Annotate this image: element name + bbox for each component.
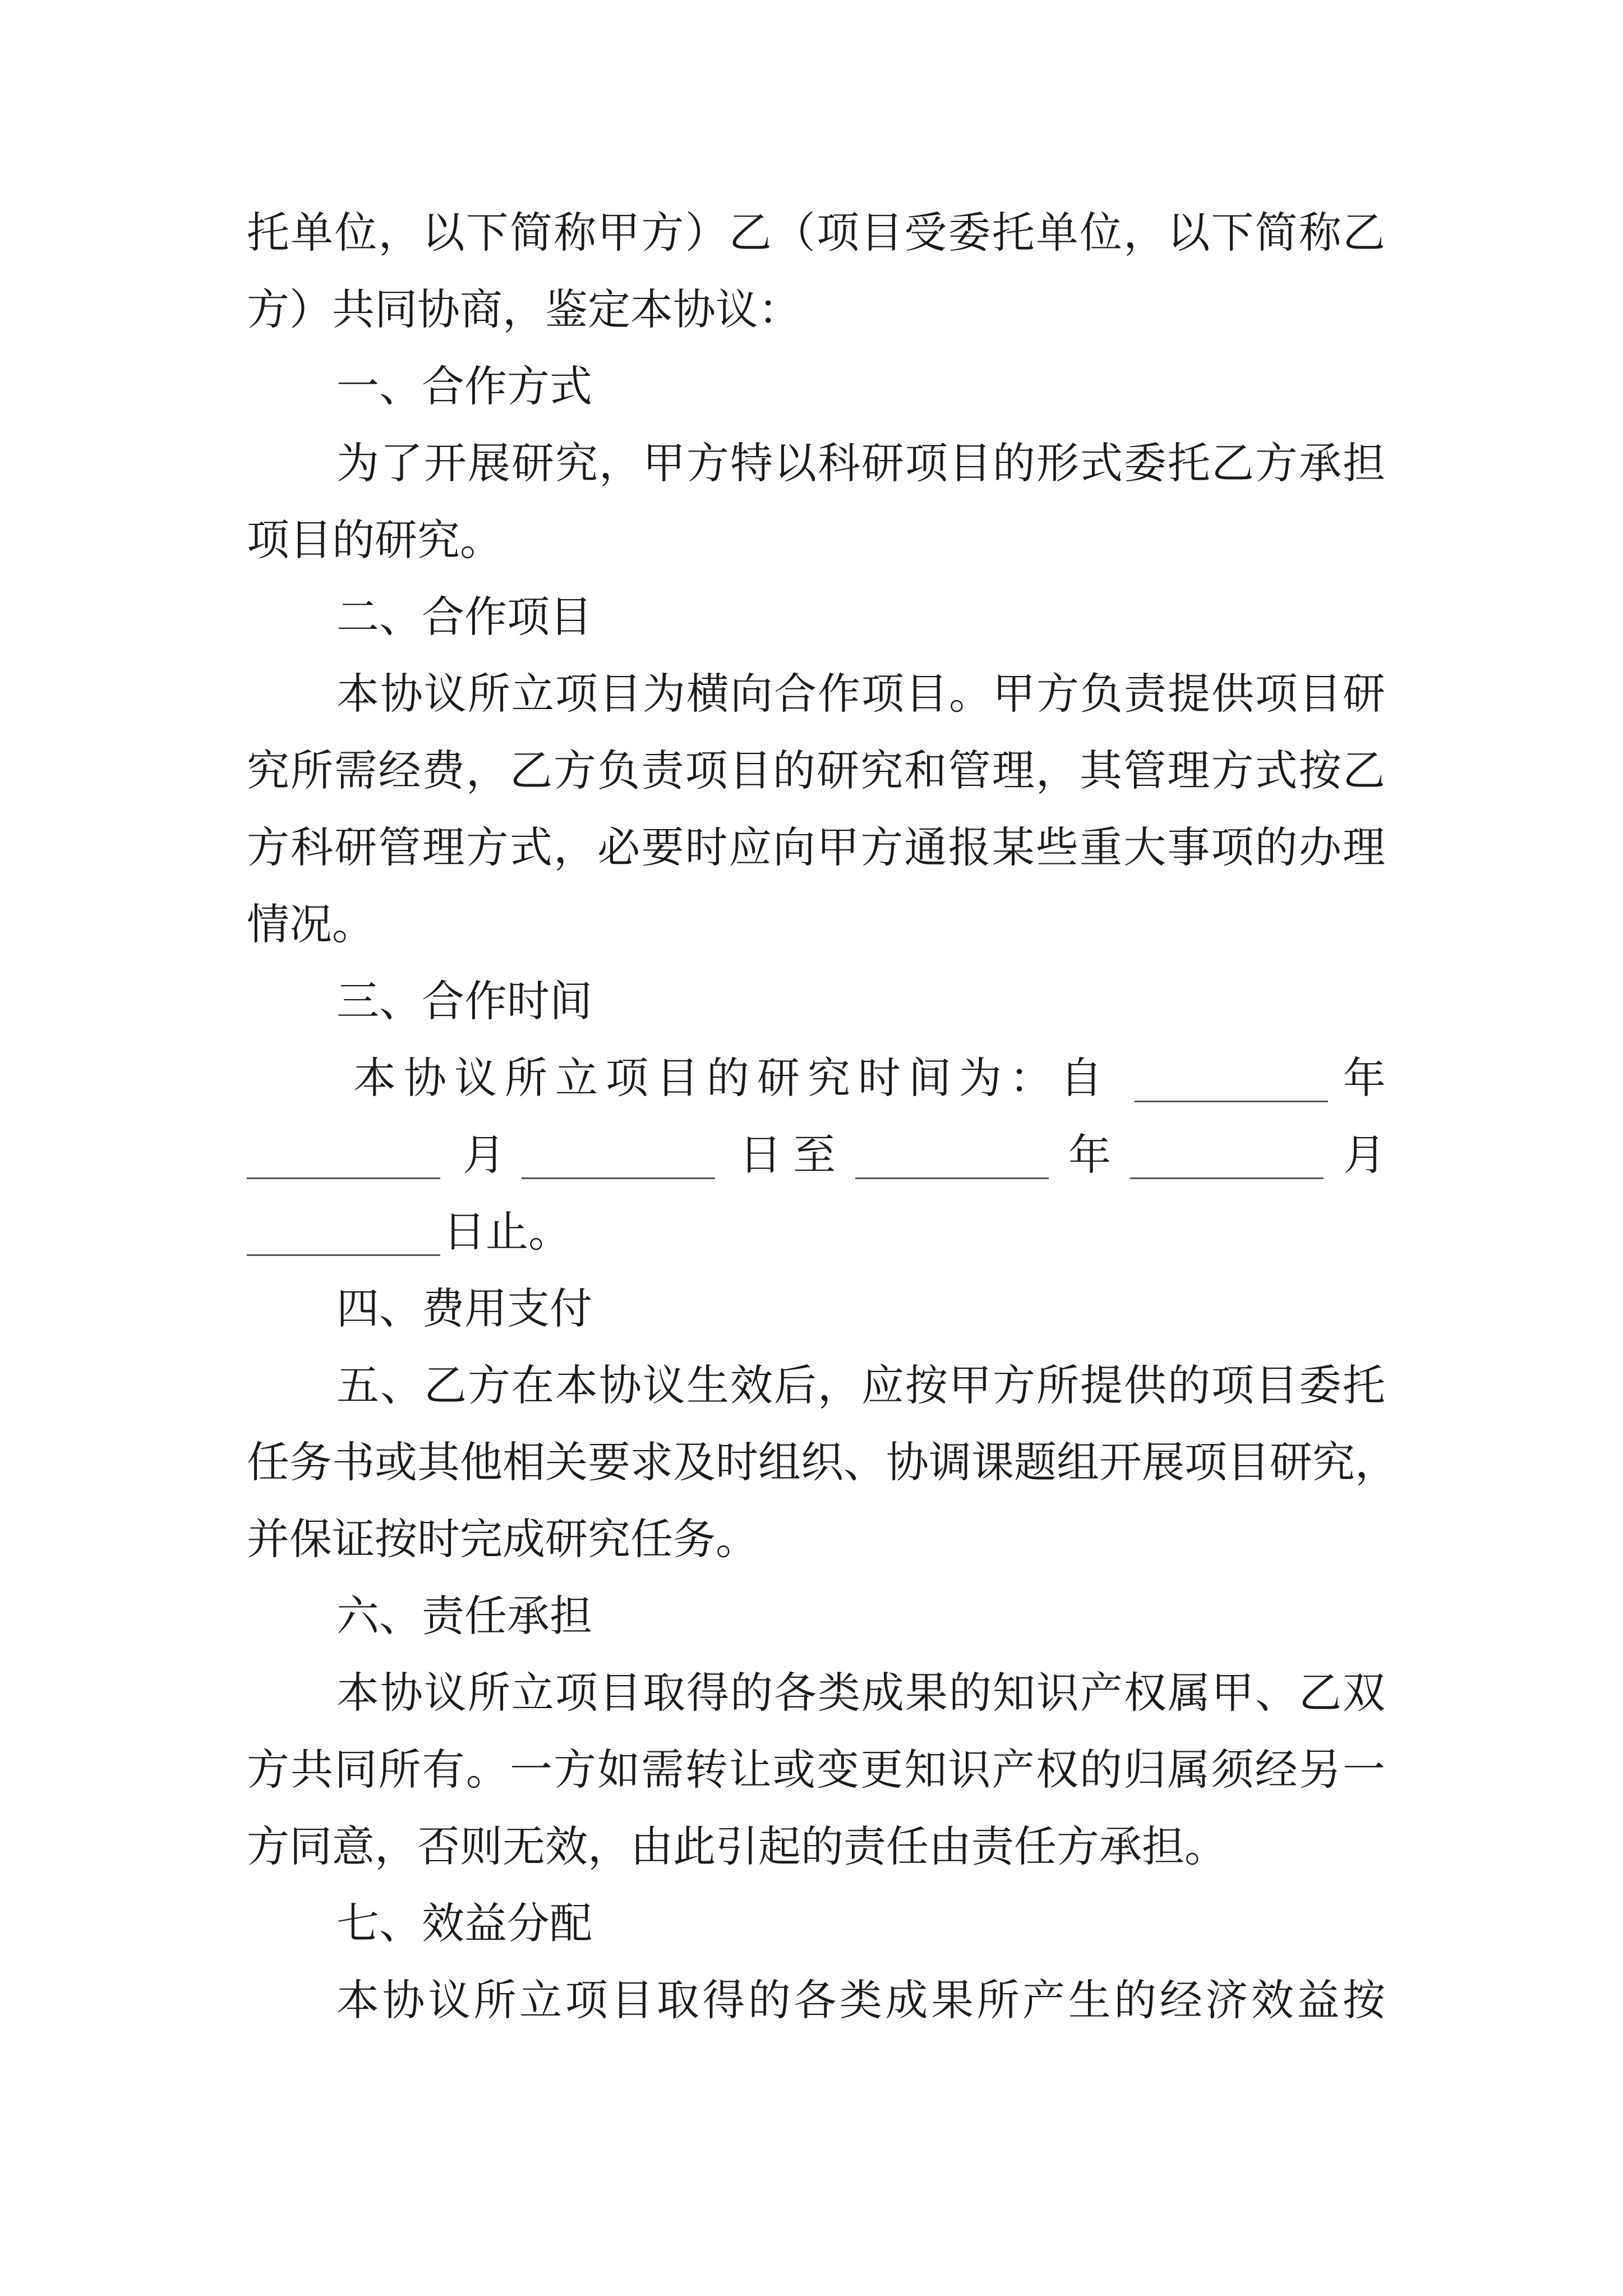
date-line [247,1127,1385,1183]
day-end-label: 日止。 [443,1207,571,1257]
month-label: 月 [1343,1130,1386,1180]
paragraph-line: 项目的研究。 [247,515,502,565]
date-line [247,1050,1385,1106]
year-label: 年 [1343,1053,1386,1103]
section-heading: 六、责任承担 [336,1591,592,1641]
date-line [247,1204,1385,1260]
section-heading: 一、合作方式 [336,361,592,411]
paragraph-line: 托单位，以下简称甲方）乙（项目受委托单位，以下简称乙 [247,208,1385,257]
month-label: 月 [463,1130,505,1180]
paragraph-line: 方科研管理方式，必要时应向甲方通报某些重大事项的办理 [247,822,1385,872]
paragraph-line: 情况。 [247,899,375,949]
year-label: 年 [1068,1130,1111,1180]
paragraph-line: 任务书或其他相关要求及时组织、协调课题组开展项目研究， [247,1437,1398,1487]
paragraph-line: 究所需经费，乙方负责项目的研究和管理，其管理方式按乙 [247,746,1385,795]
paragraph-line: 方共同所有。一方如需转让或变更知识产权的归属须经另一 [247,1745,1385,1795]
blank-year-start [1135,1101,1328,1102]
section-heading: 二、合作项目 [336,592,592,642]
section-heading: 七、效益分配 [336,1898,592,1948]
paragraph-line: 五、乙方在本协议生效后，应按甲方所提供的项目委托 [336,1360,1385,1410]
paragraph-line: 本协议所立项目为横向合作项目。甲方负责提供项目研 [336,669,1385,719]
paragraph-line: 本协议所立项目取得的各类成果的知识产权属甲、乙双 [336,1668,1385,1718]
paragraph-line: 方同意，否则无效，由此引起的责任由责任方承担。 [247,1821,1227,1871]
paragraph-line: 并保证按时完成研究任务。 [247,1514,758,1564]
day-to-label: 日至 [739,1130,847,1180]
blank-year-end [855,1177,1049,1179]
blank-month-start [247,1177,440,1179]
paragraph-line: 为了开展研究，甲方特以科研项目的形式委托乙方承担 [336,438,1385,488]
blank-day-end [247,1254,440,1256]
section-heading: 四、费用支付 [336,1283,592,1333]
paragraph-line: 本协议所立项目取得的各类成果所产生的经济效益按 [336,1975,1385,2025]
blank-day-start [522,1177,715,1179]
date-intro: 本协议所立项目的研究时间为：自 [353,1053,1110,1103]
paragraph-line: 方）共同协商，鉴定本协议： [247,284,801,334]
blank-month-end [1130,1177,1324,1179]
section-heading: 三、合作时间 [336,976,592,1026]
